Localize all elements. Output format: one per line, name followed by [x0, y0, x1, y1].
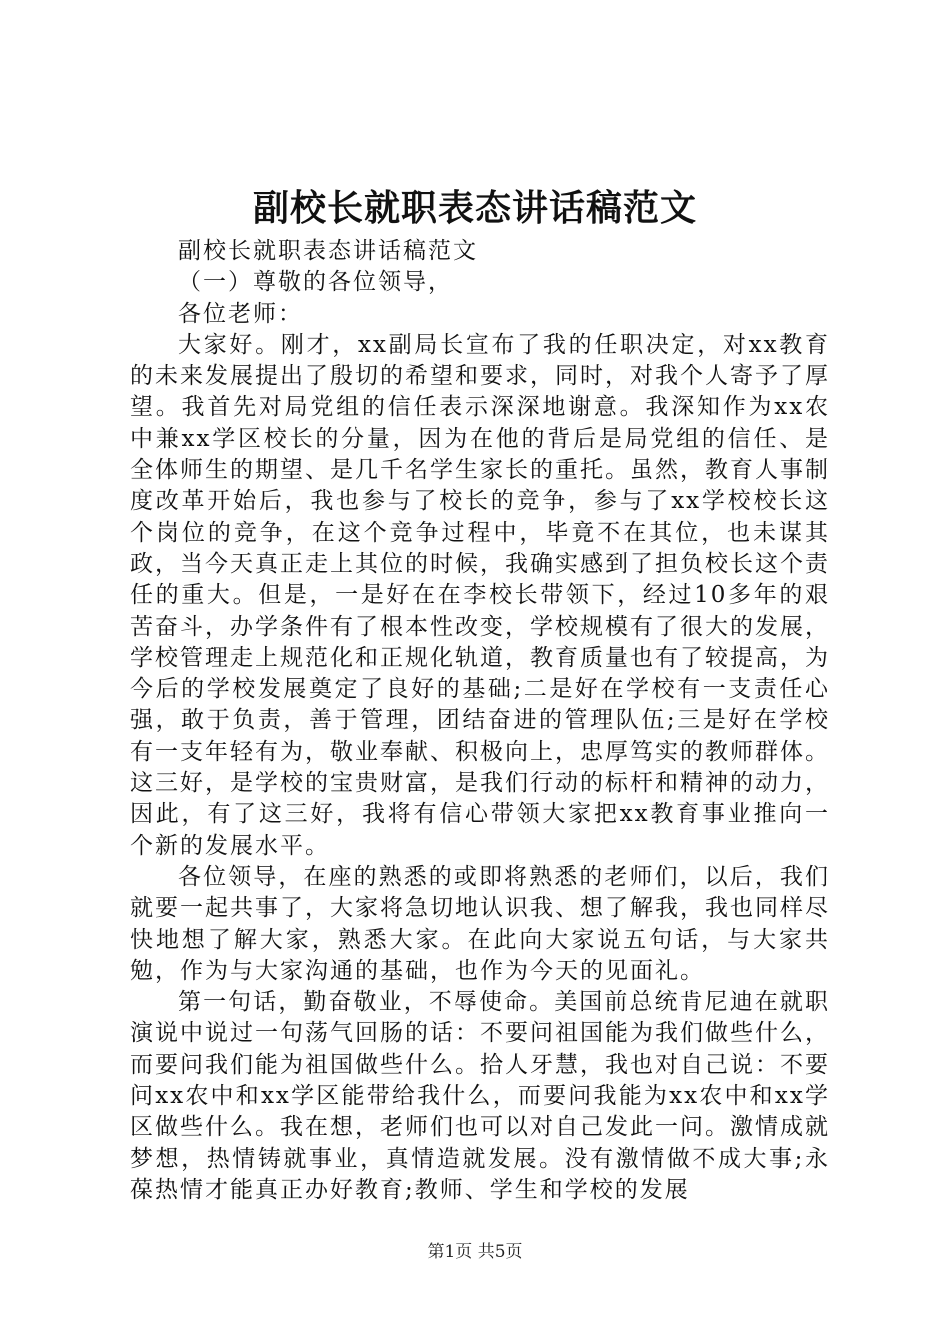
- document-body: [130, 236, 830, 1206]
- document-title: 副校长就职表态讲话稿范文: [252, 187, 697, 229]
- paragraph-salutation: （一）尊敬的各位领导，: [178, 269, 453, 296]
- paragraph-greeting: 各位老师：: [178, 300, 303, 327]
- paragraph-first-point: 第一句话，勤奋敬业，不辱使命。美国前总统肯尼迪在就职演说中说过一句荡气回肠的话：不要问祖国能为我们做些什么，而要问我们能为祖国做些什么。拾人牙慧，我也对自己说：不要问xx农中和xx学区能带给我什么，而要问我能为xx农中和xx学区做些什么。我在想，老师们也可以对自己发此一问。激情成就梦想，热情铸就事业，真情造就发展。没有激情做不成大事;永葆热情才能真正办好教育;教师、学生和学校的发展: [130, 989, 830, 1203]
- paragraph-subtitle: 副校长就职表态讲话稿范文: [178, 238, 478, 264]
- paragraph-address: 各位领导，在座的熟悉的或即将熟悉的老师们，以后，我们就要一起共事了，大家将急切地认识我、想了解我，我也同样尽快地想了解大家，熟悉大家。在此向大家说五句话，与大家共勉，作为与大家沟通的基础，也作为今天的见面礼。: [130, 863, 830, 984]
- page-footer: 第1页 共5页: [427, 1242, 523, 1262]
- paragraph-opening: 大家好。刚才，xx副局长宣布了我的任职决定，对xx教育的未来发展提出了殷切的希望和要求，同时，对我个人寄予了厚望。我首先对局党组的信任表示深深地谢意。我深知作为xx农中兼xx学区校长的分量，因为在他的背后是局党组的信任、是全体师生的期望、是几千名学生家长的重托。虽然，教育人事制度改革开始后，我也参与了校长的竞争，参与了xx学校校长这个岗位的竞争，在这个竞争过程中，毕竟不在其位，也未谋其政，当今天真正走上其位的时候，我确实感到了担负校长这个责任的重大。但是，一是好在在李校长带领下，经过10多年的艰苦奋斗，办学条件有了根本性改变，学校规模有了很大的发展，学校管理走上规范化和正规化轨道，教育质量也有了较提高，为今后的学校发展奠定了良好的基础;二是好在学校有一支责任心强，敢于负责，善于管理，团结奋进的管理队伍;三是好在学校有一支年轻有为，敬业奉献、积极向上，忠厚笃实的教师群体。这三好，是学校的宝贵财富，是我们行动的标杆和精神的动力，因此，有了这三好，我将有信心带领大家把xx教育事业推向一个新的发展水平。: [130, 331, 830, 859]
